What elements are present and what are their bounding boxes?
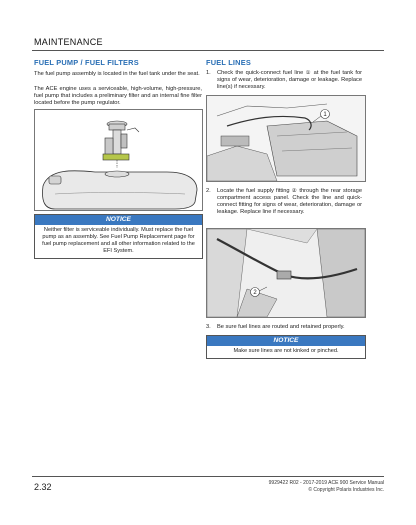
footer-rule [32,476,384,477]
step-1-number: 1. [206,70,211,76]
notice-heading: NOTICE [35,215,202,225]
notice-heading: NOTICE [207,336,365,346]
callout-2-label: 2 [253,290,257,297]
step-2-number: 2. [206,188,211,194]
fuel-pump-para-2: The ACE engine uses a serviceable, high-volume, high-pressure, fuel pump that includes a preliminary filter and an internal fine filter located before the pump regulator. [34,86,202,106]
notice-body: Neither filter is serviceable individually. Must replace the fuel pump as an assembly. See Fuel Pump Replacement page for fuel pump replacement and all other information related to the EFI System. [42,227,195,254]
fuel-pump-para-1: The fuel pump assembly is located in the fuel tank under the seat. [34,71,200,77]
step-2-text: Locate the fuel supply fitting ② through the rear storage compartment access panel. Check the line and quick-connect fitting for signs of wear, deterioration, damage or leakage. Replace line if necessary. [217,188,362,215]
footer-manual-title: 9929422 R02 - 2017-2019 ACE 900 Service Manual [268,480,384,486]
callout-1-label: 1 [323,112,327,119]
step-1-text: Check the quick-connect fuel line ① at the fuel tank for signs of wear, deterioration, damage or leakage. Replace line(s) if necessary. [217,70,362,90]
footer-copyright: © Copyright Polaris Industries Inc. [308,487,384,493]
section-header: MAINTENANCE [34,37,103,47]
fuel-pump-illustration [35,110,202,210]
fuel-pump-notice [34,214,203,259]
fuel-lines-title: FUEL LINES [206,58,251,67]
fuel-tank-line-illustration [207,96,365,181]
notice-body: Make sure lines are not kinked or pinched. [233,348,339,354]
fuel-line-figure-2 [206,228,366,318]
step-2 [206,188,362,216]
page-number: 2.32 [34,482,52,492]
header-rule [32,50,384,51]
fuel-pump-figure [34,109,203,211]
fuel-supply-fitting-illustration [207,229,365,317]
fuel-lines-notice [206,335,366,359]
step-3 [206,324,366,331]
step-1 [206,70,362,91]
fuel-line-figure-1 [206,95,366,182]
fuel-pump-title: FUEL PUMP / FUEL FILTERS [34,58,139,67]
step-3-text: Be sure fuel lines are routed and retained properly. [217,324,345,330]
step-3-number: 3. [206,324,211,330]
